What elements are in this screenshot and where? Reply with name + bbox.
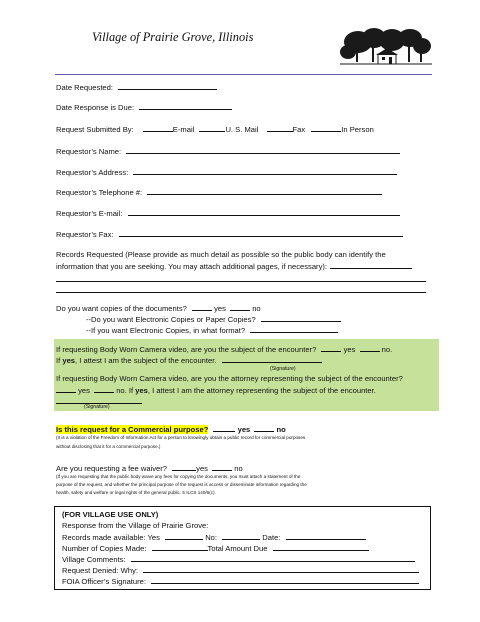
mail-method-input[interactable] [199, 124, 225, 132]
waiver-note2: purpose of the request, and whether the principal purpose of the request is access or disseminate information regarding the [56, 482, 307, 487]
commercial-no-input[interactable] [254, 424, 274, 432]
bodycam-attest1: , I attest I am the subject of the encounter. [75, 356, 217, 365]
copies-sub1-label: --Do you want Electronic Copies or Paper Copies? [86, 315, 256, 324]
bodycam-attest2: , I attest I am the attorney representing the subject of the encounter. [147, 386, 376, 395]
bodycam-yes-bold: yes [62, 356, 76, 365]
waiver-no-label: no [234, 464, 243, 473]
submitted-by-label: Request Submitted By: [56, 125, 134, 134]
requestor-fax-input[interactable] [119, 229, 403, 237]
bodycam-q2-no-label: no. If [116, 386, 134, 395]
copies-no-label: no [252, 304, 261, 313]
requestor-fax-label: Requestor’s Fax: [56, 230, 114, 239]
village-comments-input[interactable] [131, 554, 415, 562]
date-requested-input[interactable] [118, 82, 217, 90]
village-comments-row [62, 554, 415, 564]
copies-made-row [62, 543, 369, 553]
date-requested-label: Date Requested: [56, 83, 113, 92]
copies-made-input[interactable] [152, 543, 208, 551]
village-use-heading: (FOR VILLAGE USE ONLY) [62, 510, 159, 519]
bodycam-q1-yes-label: yes [343, 345, 356, 354]
total-due-input[interactable] [273, 543, 369, 551]
bodycam-q2-yes-label: yes [78, 386, 90, 395]
village-comments-label: Village Comments: [62, 555, 126, 564]
requestor-address-row [56, 167, 397, 177]
foia-signature-input[interactable] [151, 576, 419, 584]
waiver-yes-label: yes [196, 464, 208, 473]
commercial-yes-label: yes [237, 425, 251, 434]
requestor-name-input[interactable] [126, 146, 400, 154]
records-made-date-input[interactable] [286, 532, 366, 540]
fax-method-input[interactable] [267, 124, 293, 132]
bodycam-q2: If requesting Body Worn Camera video, are you the attorney representing the subject of the encounter? [56, 374, 403, 383]
records-requested-line2 [56, 261, 412, 271]
bodycam-attest1-row [56, 355, 322, 365]
records-requested-input[interactable] [330, 261, 412, 269]
waiver-no-input[interactable] [212, 463, 232, 471]
records-made-label: Records made available: Yes [62, 533, 160, 542]
request-denied-input[interactable] [143, 565, 419, 573]
requestor-email-input[interactable] [128, 208, 400, 216]
bodycam-q1: If requesting Body Worn Camera video, are you the subject of the encounter? [56, 345, 317, 354]
waiver-note1: (If you are requesting that the public body waive any fees for copying the documents, you must attach a statement of the [56, 474, 301, 479]
request-denied-label: Request Denied: Why: [62, 566, 138, 575]
bodycam-signature2-label: (Signature) [84, 404, 110, 410]
header-rule [55, 74, 432, 75]
copies-sub1-row [86, 314, 341, 324]
foia-signature-label: FOIA Officer’s Signature: [62, 577, 146, 586]
commercial-yes-input[interactable] [213, 424, 235, 432]
email-method-input[interactable] [143, 124, 173, 132]
requestor-name-label: Requestor’s Name: [56, 147, 122, 156]
request-denied-row [62, 565, 419, 575]
copies-type-input[interactable] [261, 314, 341, 322]
submitted-by-row [56, 124, 374, 134]
requestor-email-row [56, 208, 400, 218]
records-made-no-input[interactable] [222, 532, 260, 540]
records-line-2[interactable] [56, 292, 426, 293]
commercial-note2: without disclosing that it for a commercial purpose.) [56, 444, 161, 449]
requestor-address-label: Requestor’s Address: [56, 168, 129, 177]
date-response-label: Date Response is Due: [56, 103, 135, 112]
bodycam-q1-row [56, 344, 392, 354]
records-line-1[interactable] [56, 281, 426, 282]
copies-sub2-label: --If you want Electronic Copies, in what format? [86, 326, 246, 335]
foia-signature-row [62, 576, 419, 586]
bodycam-q2-answer-row [56, 385, 376, 395]
bodycam-signature1-label: (Signature) [270, 366, 296, 372]
records-made-no-label: No: [205, 533, 218, 542]
village-response-label: Response from the Village of Prairie Grove: [62, 521, 209, 530]
copies-format-input[interactable] [250, 325, 338, 333]
bodycam-if-label: If [56, 356, 61, 365]
requestor-phone-input[interactable] [147, 187, 382, 195]
waiver-yes-input[interactable] [172, 463, 196, 471]
bodycam-q1-no-label: no. [381, 345, 393, 354]
requestor-email-label: Requestor’s E-mail: [56, 209, 123, 218]
commercial-row [56, 424, 286, 434]
copies-question: Do you want copies of the documents? [56, 304, 187, 313]
village-title: Village of Prairie Grove, Illinois [92, 30, 254, 44]
commercial-question: Is this request for a Commercial purpose? [56, 425, 209, 434]
copies-sub2-row [86, 325, 338, 335]
requestor-fax-row [56, 229, 403, 239]
total-due-label: Total Amount Due [207, 544, 268, 553]
bodycam-q2-yes-bold: yes [135, 386, 148, 395]
requestor-name-row [56, 146, 400, 156]
mail-method-label: U. S. Mail [225, 125, 259, 134]
copies-row [56, 303, 261, 313]
records-made-yes-input[interactable] [165, 532, 203, 540]
bodycam-q2-no-input[interactable] [94, 385, 114, 393]
waiver-note3: health, safety and welfare or legal rights of the general public. 5 ILCS 140/6(c). [56, 490, 216, 495]
requestor-phone-label: Requestor’s Telephone #: [56, 188, 143, 197]
waiver-question: Are you requesting a fee waiver? [56, 464, 168, 473]
bodycam-q1-yes-input[interactable] [321, 344, 341, 352]
copies-no-input[interactable] [230, 303, 250, 311]
date-requested-row [56, 82, 217, 92]
date-response-row [56, 102, 232, 112]
in-person-method-input[interactable] [311, 124, 341, 132]
fax-method-label: Fax [292, 125, 306, 134]
bodycam-q1-no-input[interactable] [360, 344, 380, 352]
records-requested-line1: Records Requested (Please provide as much detail as possible so the public body can identify the [56, 250, 386, 259]
tree-logo-icon [338, 24, 434, 72]
waiver-row [56, 463, 243, 473]
commercial-no-label: no [276, 425, 286, 434]
records-made-row [62, 532, 366, 542]
email-method-label: E-mail [172, 125, 195, 134]
commercial-note1: (It is a violation of the Freedom of Information Act for a person to knowingly obtain a public record for commercial purposes [56, 435, 306, 440]
bodycam-q2-yes-input[interactable] [56, 385, 76, 393]
requestor-address-input[interactable] [133, 167, 397, 175]
in-person-method-label: In Person [341, 125, 374, 134]
requestor-phone-row [56, 187, 382, 197]
copies-made-label: Number of Copies Made: [62, 544, 147, 553]
copies-yes-input[interactable] [192, 303, 212, 311]
records-made-date-label: Date: [262, 533, 281, 542]
copies-yes-label: yes [214, 304, 226, 313]
bodycam-signature1-input[interactable] [222, 355, 322, 363]
date-response-input[interactable] [139, 102, 232, 110]
records-requested-label: information that you are seeking. You may attach additional pages, if necessary): [56, 262, 328, 271]
